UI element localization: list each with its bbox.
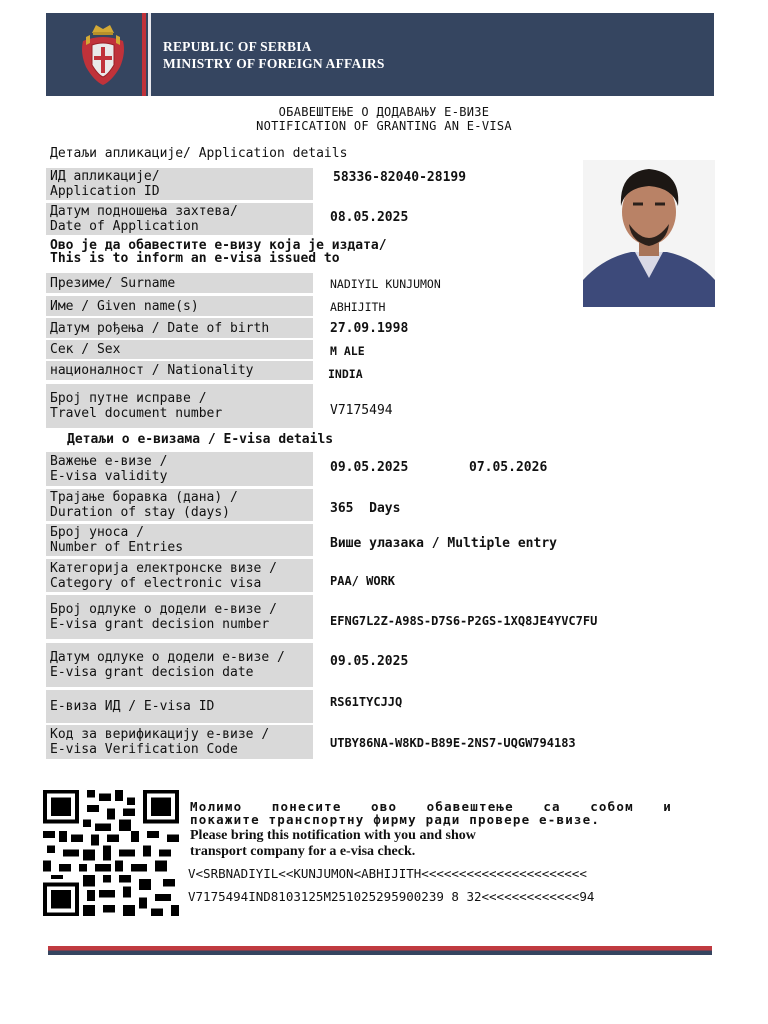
label-sr: Број одлуке о додели е-визе / (50, 602, 277, 617)
verification-label (46, 725, 313, 759)
application-id-label (46, 168, 313, 200)
note-line4: transport company for a e-visa check. (190, 844, 416, 859)
verification-value: UTBY86NA-W8KD-B89E-2NS7-UQGW794183 (330, 736, 576, 750)
surname-value: NADIYIL KUNJUMON (330, 277, 441, 291)
header-line2: MINISTRY OF FOREIGN AFFAIRS (163, 56, 385, 71)
header-banner (46, 13, 714, 96)
category-value: PAA/ WORK (330, 574, 396, 588)
application-id-value: 58336-82040-28199 (333, 170, 467, 185)
evisa-section-title: Детаљи о е-визама / E-visa details (67, 432, 334, 447)
application-section-title: Детаљи апликације/ Application details (50, 146, 348, 161)
given-name-value: ABHIJITH (330, 300, 386, 314)
decision-date-label (46, 643, 313, 687)
mrz-line1: V<SRBNADIYIL<<KUNJUMON<ABHIJITH<<<<<<<<<<<<<<<<<<<<<< (188, 866, 587, 881)
header-line1: REPUBLIC OF SERBIA (163, 39, 312, 54)
validity-from-value: 09.05.2025 (330, 460, 409, 475)
notification-title-sr: ОБАВЕШТЕЊЕ О ДОДАВАЊУ Е-ВИЗЕ (278, 105, 490, 119)
applicant-photo (583, 160, 715, 307)
validity-label (46, 452, 313, 486)
qr-code-icon (43, 790, 179, 916)
dob-label: Датум рођења / Date of birth (46, 318, 313, 338)
entries-label (46, 524, 313, 556)
label-sr: Број уноса / (50, 525, 144, 540)
note-line1: Молимо понесите ово обавештење са собом и (190, 799, 672, 814)
duration-label (46, 489, 313, 521)
sex-value: M ALE (330, 344, 365, 358)
surname-label: Презиме/ Surname (46, 273, 313, 293)
given-name-label: Име / Given name(s) (46, 296, 313, 316)
validity-to-value: 07.05.2026 (469, 460, 548, 475)
application-date-value: 08.05.2025 (330, 210, 409, 225)
notification-title-en: NOTIFICATION OF GRANTING AN E-VISA (256, 119, 512, 133)
label-en: E-visa grant decision date (50, 665, 254, 680)
label-sr: Број путне исправе / (50, 391, 207, 406)
application-date-label (46, 203, 313, 235)
nationality-value: INDIA (328, 367, 363, 381)
decision-date-value: 09.05.2025 (330, 654, 409, 669)
category-label (46, 559, 313, 592)
note-line3: Please bring this notification with you and show (190, 828, 476, 843)
label-en: E-visa grant decision number (50, 617, 270, 632)
label-en: Travel document number (50, 406, 223, 421)
duration-value: 365 Days (330, 501, 401, 516)
dob-value: 27.09.1998 (330, 321, 409, 336)
decision-number-label (46, 595, 313, 639)
sex-label: Сек / Sex (46, 340, 313, 359)
label-sr: Важење е-визе / (50, 454, 168, 469)
header-title (163, 38, 385, 72)
inform-line-sr: Ово је да обавестите е-визу која је издата/ (50, 238, 387, 253)
entries-value: Више улазака / Multiple entry (330, 536, 557, 551)
label-sr: Код за верификацију е-визе / (50, 727, 270, 742)
label-en: Category of electronic visa (50, 575, 262, 591)
label-sr: ИД апликације/ (50, 169, 160, 184)
label-sr: Трајање боравка (дана) / (50, 490, 238, 505)
label-sr: Датум подношења захтева/ (50, 204, 238, 219)
label-en: Number of Entries (50, 540, 184, 555)
label-sr: Категорија електронске визе / (50, 560, 277, 576)
footer-note (190, 800, 672, 860)
travel-doc-value: V7175494 (330, 403, 393, 418)
inform-line-en: This is to inform an e-visa issued to (50, 251, 340, 266)
serbian-coat-of-arms-icon (80, 23, 126, 87)
inform-text (50, 239, 387, 265)
note-line2: покажите транспортну фирму ради провере е-визе. (190, 812, 601, 827)
travel-doc-label (46, 384, 313, 428)
bottom-stripe (48, 946, 712, 955)
banner-red-stripe (142, 13, 146, 96)
mrz-line2: V7175494IND8103125M251025295900239 8 32<<<<<<<<<<<<<94 (188, 889, 595, 904)
banner-white-stripe (148, 13, 151, 96)
label-en: Application ID (50, 184, 160, 199)
label-en: Duration of stay (days) (50, 505, 231, 520)
label-en: E-visa Verification Code (50, 742, 238, 757)
label-en: E-visa validity (50, 469, 168, 484)
nationality-label: национaлност / Nationality (46, 361, 313, 380)
evisa-id-value: RS61TYCJJQ (330, 695, 403, 709)
evisa-id-label: Е-виза ИД / E-visa ID (46, 690, 313, 723)
label-en: Date of Application (50, 219, 199, 234)
decision-number-value: EFNG7L2Z-A98S-D7S6-P2GS-1XQ8JE4YVC7FU (330, 614, 598, 628)
label-sr: Датум одлуке о додели е-визе / (50, 650, 285, 665)
